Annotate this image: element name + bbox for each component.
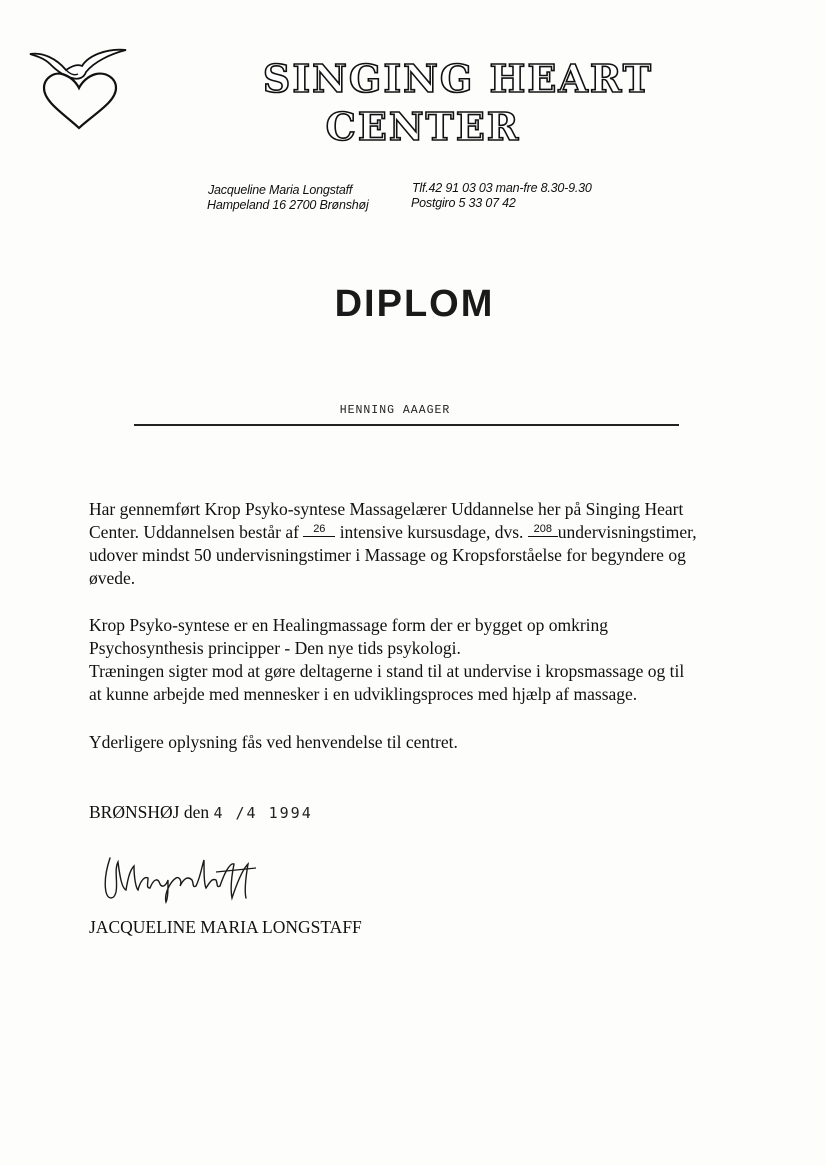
org-name-line1: SINGING HEART bbox=[262, 56, 654, 101]
body-p1-line2-c: undervisningstimer, bbox=[557, 522, 697, 542]
recipient-name: HENNING AAAGER bbox=[339, 404, 451, 417]
recipient-underline bbox=[134, 424, 679, 426]
body-p2-line2: Psychosynthesis principper - Den nye tids psykologi. bbox=[89, 638, 461, 658]
body-p1-line2-a: Center. Uddannelsen består af bbox=[89, 522, 304, 542]
contact-postgiro: Postgiro 5 33 07 42 bbox=[411, 196, 516, 210]
body-p1-line2-b: intensive kursusdage, dvs. bbox=[335, 522, 528, 542]
handwritten-date: 4 /4 1994 bbox=[213, 804, 313, 822]
contact-name: Jacqueline Maria Longstaff bbox=[208, 183, 353, 197]
body-p2-line1: Krop Psyko-syntese er en Healingmassage form der er bygget op omkring bbox=[89, 615, 609, 635]
place-label: BRØNSHØJ den bbox=[89, 802, 210, 822]
days-fill-in: 26 bbox=[303, 522, 335, 537]
contact-address: Hampeland 16 2700 Brønshøj bbox=[207, 198, 369, 212]
body-p1-line3: udover mindst 50 undervisningstimer i Massage og Kropsforståelse for begyndere og bbox=[89, 545, 686, 565]
body-p2-line4: at kunne arbejde med mennesker i en udviklingsproces med hjælp af massage. bbox=[89, 684, 638, 704]
body-p1-line4: øvede. bbox=[89, 568, 136, 588]
diploma-title: DIPLOM bbox=[334, 283, 495, 325]
signer-name: JACQUELINE MARIA LONGSTAFF bbox=[89, 917, 362, 937]
org-name-line2: CENTER bbox=[325, 104, 521, 149]
handwritten-signature bbox=[96, 848, 276, 906]
body-p1-line2 bbox=[89, 521, 697, 544]
body-p1-line1: Har gennemført Krop Psyko-syntese Massagelærer Uddannelse her på Singing Heart bbox=[89, 499, 684, 519]
body-p3: Yderligere oplysning fås ved henvendelse til centret. bbox=[89, 732, 458, 752]
place-date bbox=[89, 801, 313, 825]
hours-fill-in: 208 bbox=[528, 522, 558, 537]
body-p2-line3: Træningen sigter mod at gøre deltagerne i stand til at undervise i kropsmassage og til bbox=[89, 661, 685, 681]
contact-phone: Tlf.42 91 03 03 man-fre 8.30-9.30 bbox=[412, 181, 592, 195]
